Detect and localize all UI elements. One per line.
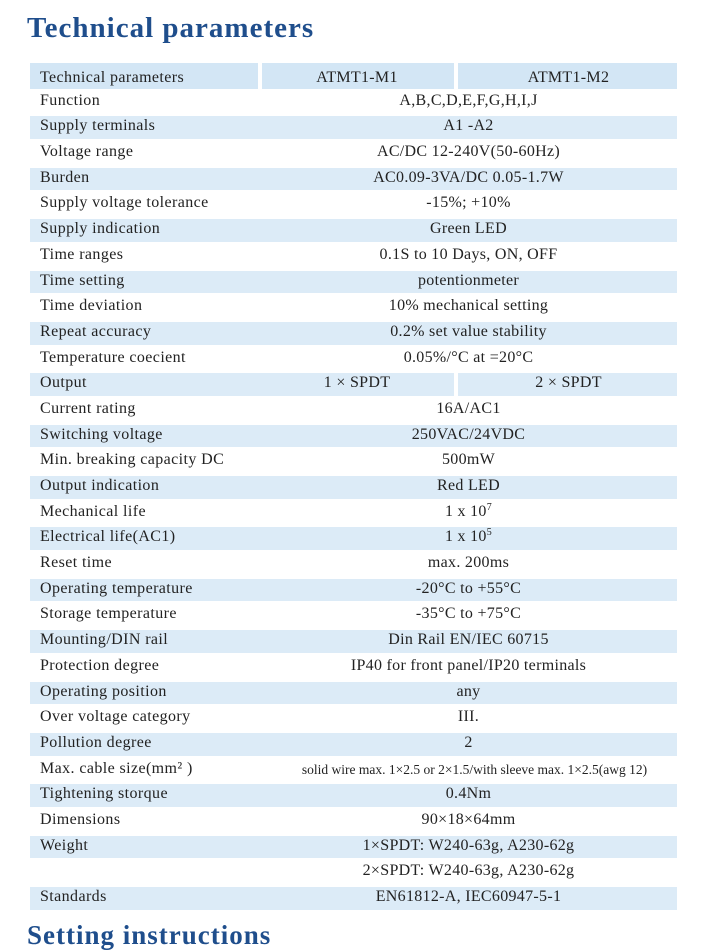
table-row (30, 551, 677, 577)
row-value (260, 837, 677, 855)
row-label: Supply terminals (40, 117, 156, 135)
row-value-text: 250VAC/24VDC (411, 425, 526, 443)
row-value-text: 0.4Nm (445, 785, 492, 803)
row-value (260, 400, 677, 418)
row-value-text: solid wire max. 1×2.5 or 2×1.5/with sleeve max. 1×2.5(awg 12) (301, 761, 648, 777)
row-label: Time deviation (40, 297, 143, 315)
row-value (260, 143, 677, 161)
row-value-text: AC0.09-3VA/DC 0.05-1.7W (373, 168, 564, 186)
table-row (30, 500, 677, 526)
row-label: Reset time (40, 554, 112, 572)
row-value-text: 1 x 10 (444, 502, 487, 520)
row-label: Weight (40, 836, 89, 854)
row-label: Operating position (40, 682, 167, 700)
row-value-text: -15%; +10% (426, 194, 511, 212)
row-value-text: 1×SPDT: W240-63g, A230-62g (362, 836, 575, 854)
table-row (30, 423, 677, 449)
row-value-text: -35°C to +75°C (415, 605, 522, 623)
table-row (30, 808, 677, 834)
table-row (30, 217, 677, 243)
row-value (260, 220, 677, 238)
row-label: Current rating (40, 399, 136, 417)
table-row (30, 243, 677, 269)
row-value-text: 0.2% set value stability (390, 322, 547, 340)
row-value (260, 92, 677, 110)
row-label: Standards (40, 888, 107, 905)
row-label: Over voltage category (40, 708, 191, 726)
next-section-heading: Setting instructions (27, 920, 272, 950)
table-row (30, 782, 677, 808)
table-row (30, 166, 677, 192)
row-value-text: A,B,C,D,E,F,G,H,I,J (399, 91, 538, 109)
row-label: Protection degree (40, 656, 160, 674)
table-row (30, 346, 677, 372)
page-title: Technical parameters (27, 12, 315, 44)
row-value-text: A1 -A2 (443, 117, 494, 135)
row-value (260, 683, 677, 701)
row-label: Mechanical life (40, 502, 146, 520)
table-row (30, 602, 677, 628)
row-value-text: 0.1S to 10 Days, ON, OFF (379, 245, 558, 263)
row-label: Time setting (40, 271, 125, 289)
table-row (30, 114, 677, 140)
row-value (260, 503, 677, 521)
row-label: Electrical life(AC1) (40, 528, 176, 546)
table-row (30, 448, 677, 474)
row-label: Dimensions (40, 810, 121, 828)
row-value (260, 528, 677, 546)
row-value-text: AC/DC 12-240V(50-60Hz) (376, 143, 561, 161)
table-row (30, 371, 677, 397)
row-value-text: 2×SPDT: W240-63g, A230-62g (362, 862, 575, 880)
row-value (260, 888, 677, 906)
row-label: Output indication (40, 477, 160, 494)
row-value-text: IP40 for front panel/IP20 terminals (350, 656, 587, 674)
row-value (260, 323, 677, 341)
row-label: Storage temperature (40, 605, 177, 623)
row-label: Mounting/DIN rail (40, 631, 169, 649)
table-row (30, 140, 677, 166)
row-value (260, 811, 677, 829)
row-value (260, 451, 677, 469)
table-row (30, 577, 677, 603)
row-value (260, 631, 677, 649)
header-model-m1: ATMT1-M1 (316, 69, 398, 86)
row-label: Time ranges (40, 245, 124, 263)
row-value (260, 580, 677, 598)
row-value (260, 297, 677, 315)
row-label: Tightening storque (40, 785, 168, 803)
row-value (260, 554, 677, 572)
row-value (260, 657, 677, 675)
table-row (30, 834, 677, 860)
row-value-exponent: 5 (486, 527, 493, 539)
row-label: Supply indication (40, 220, 161, 238)
row-value-text: -20°C to +55°C (415, 579, 522, 597)
table-row (30, 731, 677, 757)
table-row (30, 320, 677, 346)
table-header-row (30, 63, 677, 89)
row-value (260, 272, 677, 290)
row-value-text: 1 x 10 (444, 528, 487, 546)
row-value (260, 194, 677, 212)
table-row (30, 294, 677, 320)
row-value (262, 762, 687, 778)
table-row (30, 397, 677, 423)
row-value-text: Red LED (437, 477, 500, 494)
table-row (30, 89, 677, 115)
row-value-text: 10% mechanical setting (388, 297, 549, 315)
row-label: Supply voltage tolerance (40, 194, 209, 212)
row-value-exponent: 7 (486, 501, 493, 513)
spec-rows (30, 89, 677, 911)
row-value (260, 246, 677, 264)
table-row (30, 191, 677, 217)
table-row (30, 705, 677, 731)
row-value-text: 2 (464, 733, 473, 751)
table-row (30, 680, 677, 706)
table-row (30, 757, 677, 783)
table-row (30, 654, 677, 680)
row-value (260, 477, 677, 495)
row-value (260, 117, 677, 135)
row-value-text: Din Rail EN/IEC 60715 (388, 631, 549, 649)
row-value (260, 605, 677, 623)
row-label: Pollution degree (40, 733, 152, 751)
row-value-text: Green LED (430, 220, 507, 238)
row-label: Voltage range (40, 143, 134, 161)
row-value-text: max. 200ms (427, 554, 510, 572)
row-value-text: potentionmeter (417, 271, 520, 289)
row-value (260, 785, 677, 803)
row-value-text: 90×18×64mm (421, 810, 516, 828)
row-label: Max. cable size(mm² ) (40, 759, 193, 777)
row-label: Repeat accuracy (40, 322, 152, 340)
row-label: Operating temperature (40, 579, 193, 597)
table-row (30, 525, 677, 551)
row-value (260, 734, 677, 752)
row-label: Temperature coecient (40, 348, 186, 366)
spec-table (30, 63, 677, 911)
row-label: Min. breaking capacity DC (40, 451, 225, 469)
row-value-text: 16A/AC1 (436, 399, 501, 417)
header-label: Technical parameters (40, 69, 185, 86)
row-value (260, 862, 677, 880)
row-value-text: III. (457, 708, 480, 726)
row-label: Burden (40, 168, 90, 186)
row-value-m2: 2 × SPDT (535, 374, 602, 392)
table-row (30, 859, 677, 885)
row-value-text: any (456, 682, 481, 700)
row-value (260, 708, 677, 726)
row-value-text: 0.05%/°C at =20°C (403, 348, 534, 366)
row-label: Switching voltage (40, 425, 163, 443)
row-value (260, 169, 677, 187)
row-value (260, 426, 677, 444)
table-row (30, 885, 677, 911)
row-value-text: 500mW (441, 451, 496, 469)
row-value-m1: 1 × SPDT (323, 374, 391, 392)
row-value (260, 349, 677, 367)
row-label: Function (40, 91, 101, 109)
table-row (30, 474, 677, 500)
header-model-m2: ATMT1-M2 (527, 69, 610, 86)
table-row (30, 269, 677, 295)
row-value-text: EN61812-A, IEC60947-5-1 (375, 888, 562, 905)
table-row (30, 628, 677, 654)
row-label: Output (40, 374, 87, 392)
